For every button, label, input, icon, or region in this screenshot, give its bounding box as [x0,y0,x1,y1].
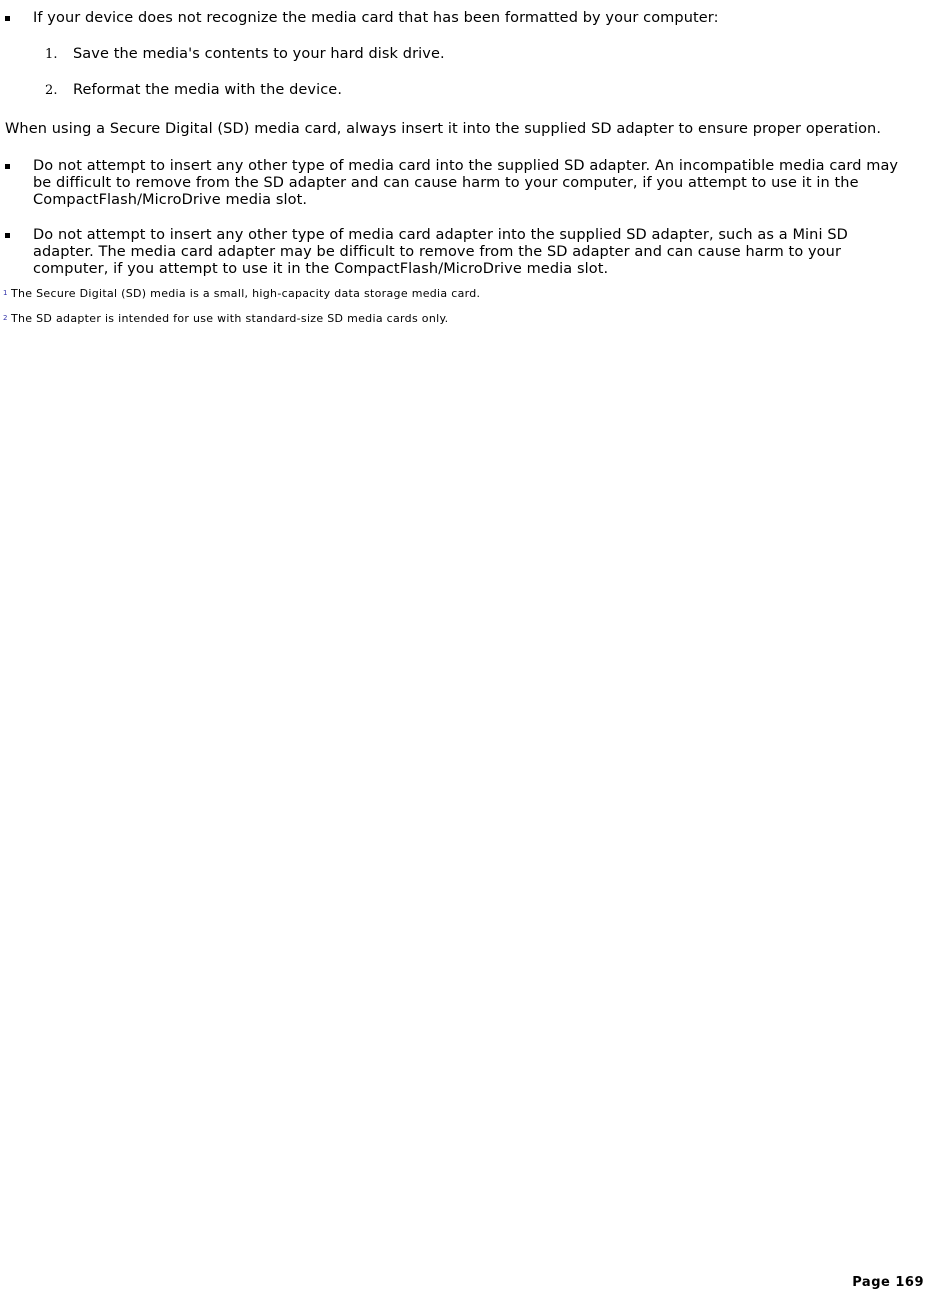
footnote-number: 2 [3,314,8,322]
footnote-number: 1 [3,289,8,297]
bullet-marker [5,164,10,169]
footnote-text: The Secure Digital (SD) media is a small, high-capacity data storage media card. [11,287,481,300]
footnote [3,286,480,301]
numbered-item-text: Reformat the media with the device. [73,82,343,98]
bullet-text: If your device does not recognize the media card that has been formatted by your computer: [33,10,719,26]
bullet-marker [5,16,10,21]
numbered-item-text: Save the media's contents to your hard disk drive. [73,46,445,62]
list-number: 1. [45,47,58,62]
bullet-text: Do not attempt to insert any other type of media card adapter into the supplied SD adapter, such as a Mini SD adapter. The media card adapter may be difficult to remove from the SD adapter and can cause harm to your computer, if you attempt to use it in the CompactFlash/MicroDrive media slot. [33,227,848,277]
paragraph: When using a Secure Digital (SD) media card, always insert it into the supplied SD adapter to ensure proper operation. [5,121,882,137]
footnote-text: The SD adapter is intended for use with standard-size SD media cards only. [11,312,449,325]
list-number: 2. [45,83,58,98]
bullet-text: Do not attempt to insert any other type of media card into the supplied SD adapter. An incompatible media card may be difficult to remove from the SD adapter and can cause harm to your computer, if you attempt to use it in the CompactFlash/MicroDrive media slot. [33,158,899,208]
page-number: Page 169 [852,1275,924,1290]
bullet-marker [5,233,10,238]
footnote [3,311,448,326]
